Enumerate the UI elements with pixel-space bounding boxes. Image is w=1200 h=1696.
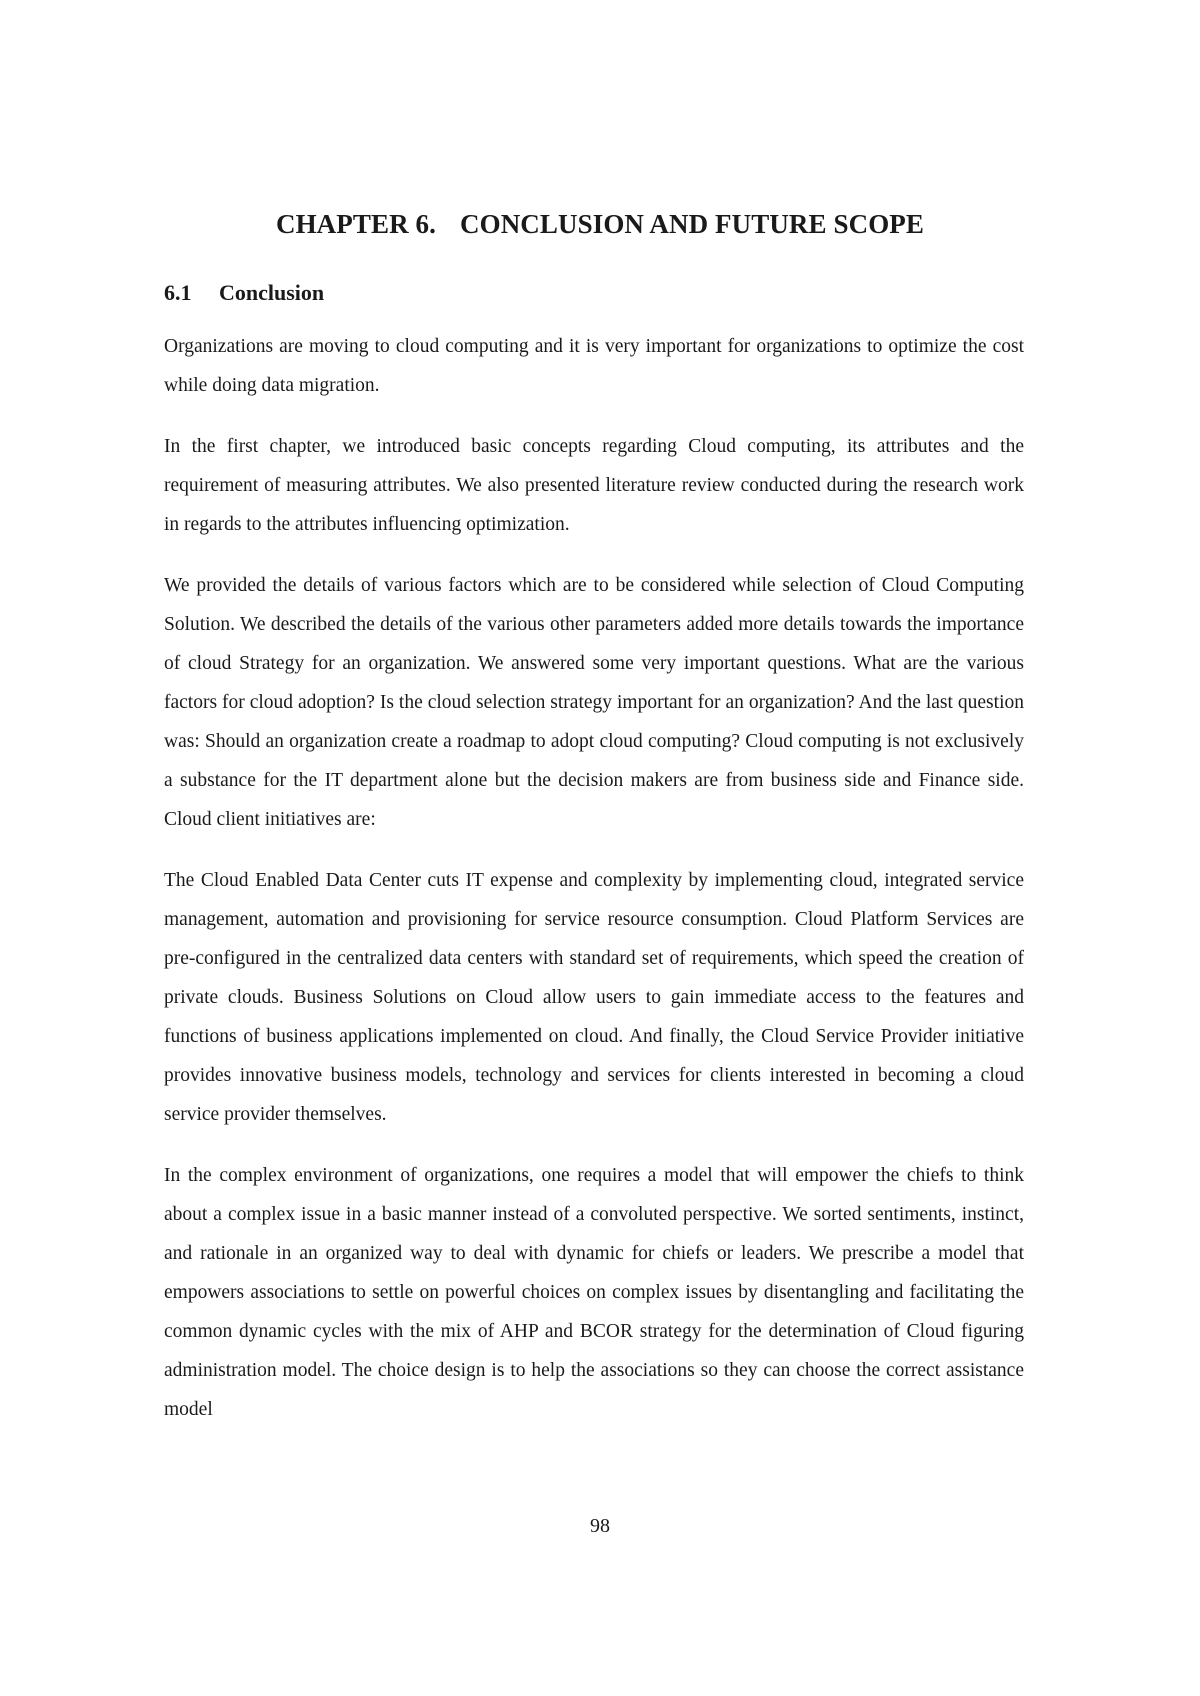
chapter-label: CHAPTER 6. [275,209,436,239]
section-number: 6.1 [164,280,192,305]
section-name: Conclusion [219,280,325,305]
paragraph-4: The Cloud Enabled Data Center cuts IT expense and complexity by implementing cloud, integrated service management, automation and provisioning for service resource consumption. Cloud Platform Services are pre-configured in the centralized data centers with standard set of requirements, which speed the creation of private clouds. Business Solutions on Cloud allow users to gain immediate access to the features and functions of business applications implemented on cloud. And finally, the Cloud Service Provider initiative provides innovative business models, technology and services for clients interested in becoming a cloud service provider themselves. [164,870,1024,1125]
section-heading [164,278,324,308]
chapter-title [0,206,1200,242]
paragraph-1: Organizations are moving to cloud computing and it is very important for organizations to optimize the cost while doing data migration. [164,336,1024,396]
body-text [164,327,1024,1451]
paragraph-2: In the first chapter, we introduced basic concepts regarding Cloud computing, its attributes and the requirement of measuring attributes. We also presented literature review conducted during the research work in regards to the attributes influencing optimization. [164,436,1024,535]
paragraph-3: We provided the details of various factors which are to be considered while selection of Cloud Computing Solution. We described the details of the various other parameters added more details towards the importance of cloud Strategy for an organization. We answered some very important questions. What are the various factors for cloud adoption? Is the cloud selection strategy important for an organization? And the last question was: Should an organization create a roadmap to adopt cloud computing? Cloud computing is not exclusively a substance for the IT department alone but the decision makers are from business side and Finance side. Cloud client initiatives are: [164,575,1024,830]
paragraph-5: In the complex environment of organizations, one requires a model that will empower the chiefs to think about a complex issue in a basic manner instead of a convoluted perspective. We sorted sentiments, instinct, and rationale in an organized way to deal with dynamic for chiefs or leaders. We prescribe a model that empowers associations to settle on powerful choices on complex issues by disentangling and facilitating the common dynamic cycles with the mix of AHP and BCOR strategy for the determination of Cloud figuring administration model. The choice design is to help the associations so they can choose the correct assistance model [164,1165,1024,1420]
page-number: 98 [590,1515,610,1537]
chapter-name: CONCLUSION AND FUTURE SCOPE [460,209,925,239]
